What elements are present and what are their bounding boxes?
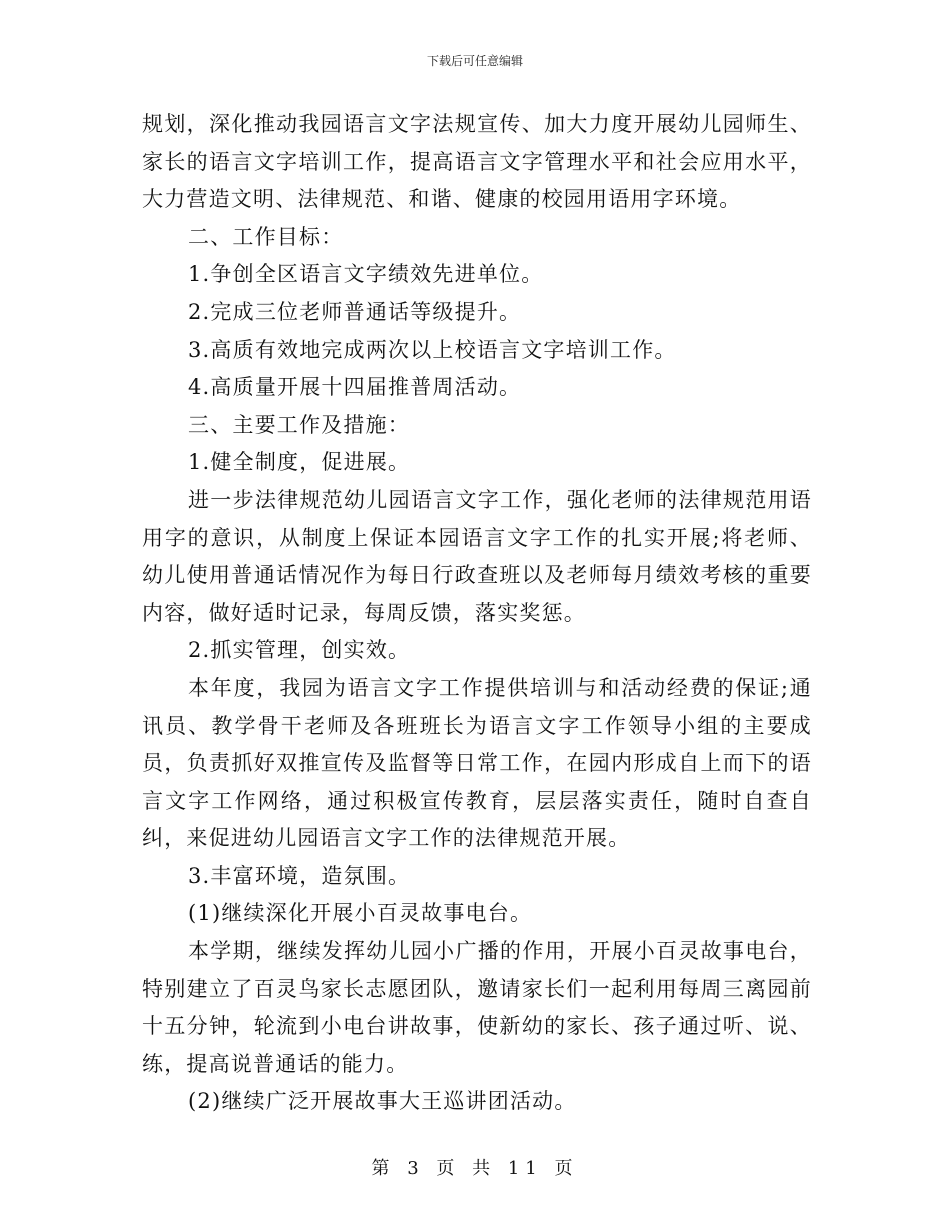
subsection-heading: 2.抓实管理，创实效。 (188, 638, 411, 663)
subsection-heading: 3.丰富环境，造氛围。 (188, 863, 411, 888)
paragraph: 本学期，继续发挥幼儿园小广播的作用，开展小百灵故事电台，特别建立了百灵鸟家长志愿团队，邀请家长们一起利用每周三离园前十五分钟，轮流到小电台讲故事，使新幼的家长、孩子通过听、说、练，提高说普通话的能力。 (142, 939, 812, 1076)
section-heading: 二、工作目标： (188, 224, 344, 249)
header-note: 下载后可任意编辑 (426, 54, 523, 68)
sub-item-heading: (1)继续深化开展小百灵故事电台。 (188, 901, 533, 926)
page-number: 第 3 页 共 11 页 (371, 1158, 579, 1179)
paragraph: 规划，深化推动我园语言文字法规宣传、加大力度开展幼儿园师生、家长的语言文字培训工作，提高语言文字管理水平和社会应用水平，大力营造文明、法律规范、和谐、健康的校园用语用字环境。 (142, 112, 812, 212)
document-body (142, 106, 812, 1121)
goal-item: 2.完成三位老师普通话等级提升。 (188, 299, 522, 324)
paragraph: 进一步法律规范幼儿园语言文字工作，强化老师的法律规范用语用字的意识，从制度上保证本园语言文字工作的扎实开展;将老师、幼儿使用普通话情况作为每日行政查班以及老师每月绩效考核的重要内容，做好适时记录，每周反馈，落实奖惩。 (142, 487, 812, 625)
section-heading: 三、主要工作及措施： (188, 412, 410, 437)
paragraph: 本年度，我园为语言文字工作提供培训与和活动经费的保证;通讯员、教学骨干老师及各班班长为语言文字工作领导小组的主要成员，负责抓好双推宣传及监督等日常工作，在园内形成自上而下的语言文字工作网络，通过积极宣传教育，层层落实责任，随时自查自纠，来促进幼儿园语言文字工作的法律规范开展。 (142, 675, 812, 851)
subsection-heading: 1.健全制度，促进展。 (188, 450, 411, 475)
goal-item: 4.高质量开展十四届推普周活动。 (188, 375, 522, 400)
sub-item-heading: (2)继续广泛开展故事大王巡讲团活动。 (188, 1089, 577, 1114)
goal-item: 3.高质有效地完成两次以上校语言文字培训工作。 (188, 337, 677, 362)
goal-item: 1.争创全区语言文字绩效先进单位。 (188, 262, 544, 287)
